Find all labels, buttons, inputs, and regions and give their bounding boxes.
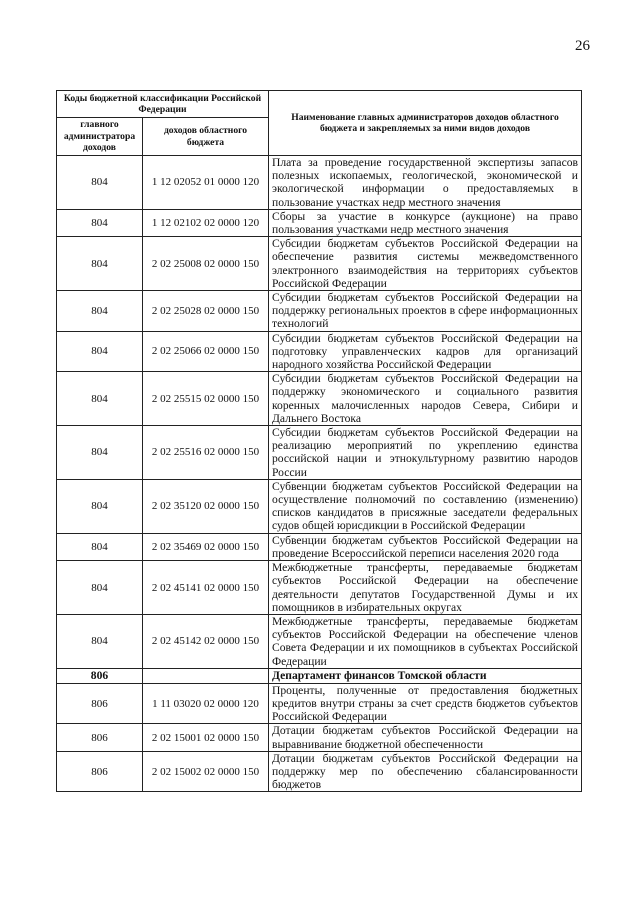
income-name-cell: Субсидии бюджетам субъектов Российской Федерации на поддержку региональных проектов в сфере информационных технологий bbox=[269, 291, 582, 332]
header-admin-column: главного администратора доходов bbox=[57, 118, 143, 156]
table-row bbox=[57, 209, 582, 236]
income-code-cell: 2 02 25515 02 0000 150 bbox=[143, 372, 269, 426]
income-name-cell: Субсидии бюджетам субъектов Российской Федерации на подготовку управленческих кадров для организаций народного хозяйства Российской Федерации bbox=[269, 331, 582, 372]
income-name-cell: Межбюджетные трансферты, передаваемые бюджетам субъектов Российской Федерации на обеспечение членов Совета Федерации и их помощников в субъектах Российской Федерации bbox=[269, 614, 582, 668]
income-code-cell: 2 02 25516 02 0000 150 bbox=[143, 426, 269, 480]
income-code-cell: 1 12 02052 01 0000 120 bbox=[143, 156, 269, 210]
income-code-cell bbox=[143, 668, 269, 683]
admin-code-cell: 804 bbox=[57, 331, 143, 372]
admin-code-cell: 806 bbox=[57, 668, 143, 683]
income-code-cell: 2 02 15001 02 0000 150 bbox=[143, 724, 269, 751]
income-code-cell: 2 02 35469 02 0000 150 bbox=[143, 533, 269, 560]
admin-code-cell: 804 bbox=[57, 561, 143, 615]
table-row bbox=[57, 751, 582, 792]
table-row bbox=[57, 614, 582, 668]
admin-code-cell: 804 bbox=[57, 426, 143, 480]
table-row bbox=[57, 479, 582, 533]
income-code-cell: 2 02 25008 02 0000 150 bbox=[143, 237, 269, 291]
income-name-cell: Дотации бюджетам субъектов Российской Федерации на выравнивание бюджетной обеспеченности bbox=[269, 724, 582, 751]
table-row bbox=[57, 724, 582, 751]
header-codes-group: Коды бюджетной классификации Российской Федерации bbox=[57, 91, 269, 118]
income-name-cell: Субвенции бюджетам субъектов Российской Федерации на осуществление полномочий по составлению (изменению) списков кандидатов в присяжные заседатели федеральных судов общей юрисдикции в Российской Федерации bbox=[269, 479, 582, 533]
admin-code-cell: 806 bbox=[57, 751, 143, 792]
income-name-cell: Дотации бюджетам субъектов Российской Федерации на поддержку мер по обеспечению сбалансированности бюджетов bbox=[269, 751, 582, 792]
table-row bbox=[57, 683, 582, 724]
income-name-cell: Межбюджетные трансферты, передаваемые бюджетам субъектов Российской Федерации на обеспечение деятельности депутатов Государственной Думы и их помощников в избирательных округах bbox=[269, 561, 582, 615]
page-number: 26 bbox=[575, 38, 590, 54]
income-code-cell: 1 11 03020 02 0000 120 bbox=[143, 683, 269, 724]
admin-code-cell: 806 bbox=[57, 683, 143, 724]
admin-code-cell: 804 bbox=[57, 479, 143, 533]
income-name-cell: Субсидии бюджетам субъектов Российской Федерации на обеспечение развития системы межведомственного электронного взаимодействия на территориях субъектов Российской Федерации bbox=[269, 237, 582, 291]
table-row bbox=[57, 331, 582, 372]
income-code-cell: 2 02 25028 02 0000 150 bbox=[143, 291, 269, 332]
income-code-cell: 2 02 45142 02 0000 150 bbox=[143, 614, 269, 668]
table-row bbox=[57, 561, 582, 615]
admin-code-cell: 804 bbox=[57, 372, 143, 426]
income-code-cell: 1 12 02102 02 0000 120 bbox=[143, 209, 269, 236]
income-name-cell: Сборы за участие в конкурсе (аукционе) на право пользования участками недр местного значения bbox=[269, 209, 582, 236]
admin-code-cell: 804 bbox=[57, 237, 143, 291]
section-row bbox=[57, 668, 582, 683]
income-code-cell: 2 02 45141 02 0000 150 bbox=[143, 561, 269, 615]
admin-code-cell: 804 bbox=[57, 156, 143, 210]
income-code-cell: 2 02 35120 02 0000 150 bbox=[143, 479, 269, 533]
table-row bbox=[57, 237, 582, 291]
income-name-cell: Субсидии бюджетам субъектов Российской Федерации на поддержку экономического и социального развития коренных малочисленных народов Севера, Сибири и Дальнего Востока bbox=[269, 372, 582, 426]
table-row bbox=[57, 291, 582, 332]
admin-code-cell: 804 bbox=[57, 291, 143, 332]
table-row bbox=[57, 533, 582, 560]
table-row bbox=[57, 156, 582, 210]
income-name-cell: Проценты, полученные от предоставления бюджетных кредитов внутри страны за счет средств бюджетов субъектов Российской Федерации bbox=[269, 683, 582, 724]
income-name-cell: Субсидии бюджетам субъектов Российской Федерации на реализацию мероприятий по укреплению единства российской нации и этнокультурному развитию народов России bbox=[269, 426, 582, 480]
header-income-column: доходов областного бюджета bbox=[143, 118, 269, 156]
budget-classification-table bbox=[56, 90, 582, 792]
income-name-cell: Субвенции бюджетам субъектов Российской Федерации на проведение Всероссийской переписи населения 2020 года bbox=[269, 533, 582, 560]
table-row bbox=[57, 426, 582, 480]
income-code-cell: 2 02 25066 02 0000 150 bbox=[143, 331, 269, 372]
income-name-cell: Департамент финансов Томской области bbox=[269, 668, 582, 683]
table-row bbox=[57, 372, 582, 426]
income-code-cell: 2 02 15002 02 0000 150 bbox=[143, 751, 269, 792]
header-name-column: Наименование главных администраторов доходов областного бюджета и закрепляемых за ними видов доходов bbox=[269, 91, 582, 156]
income-name-cell: Плата за проведение государственной экспертизы запасов полезных ископаемых, геологической, экономической и экологической информации о предоставляемых в пользование участках недр местного значения bbox=[269, 156, 582, 210]
table-header bbox=[57, 91, 582, 156]
admin-code-cell: 804 bbox=[57, 209, 143, 236]
admin-code-cell: 804 bbox=[57, 614, 143, 668]
admin-code-cell: 806 bbox=[57, 724, 143, 751]
table-body bbox=[57, 156, 582, 792]
admin-code-cell: 804 bbox=[57, 533, 143, 560]
